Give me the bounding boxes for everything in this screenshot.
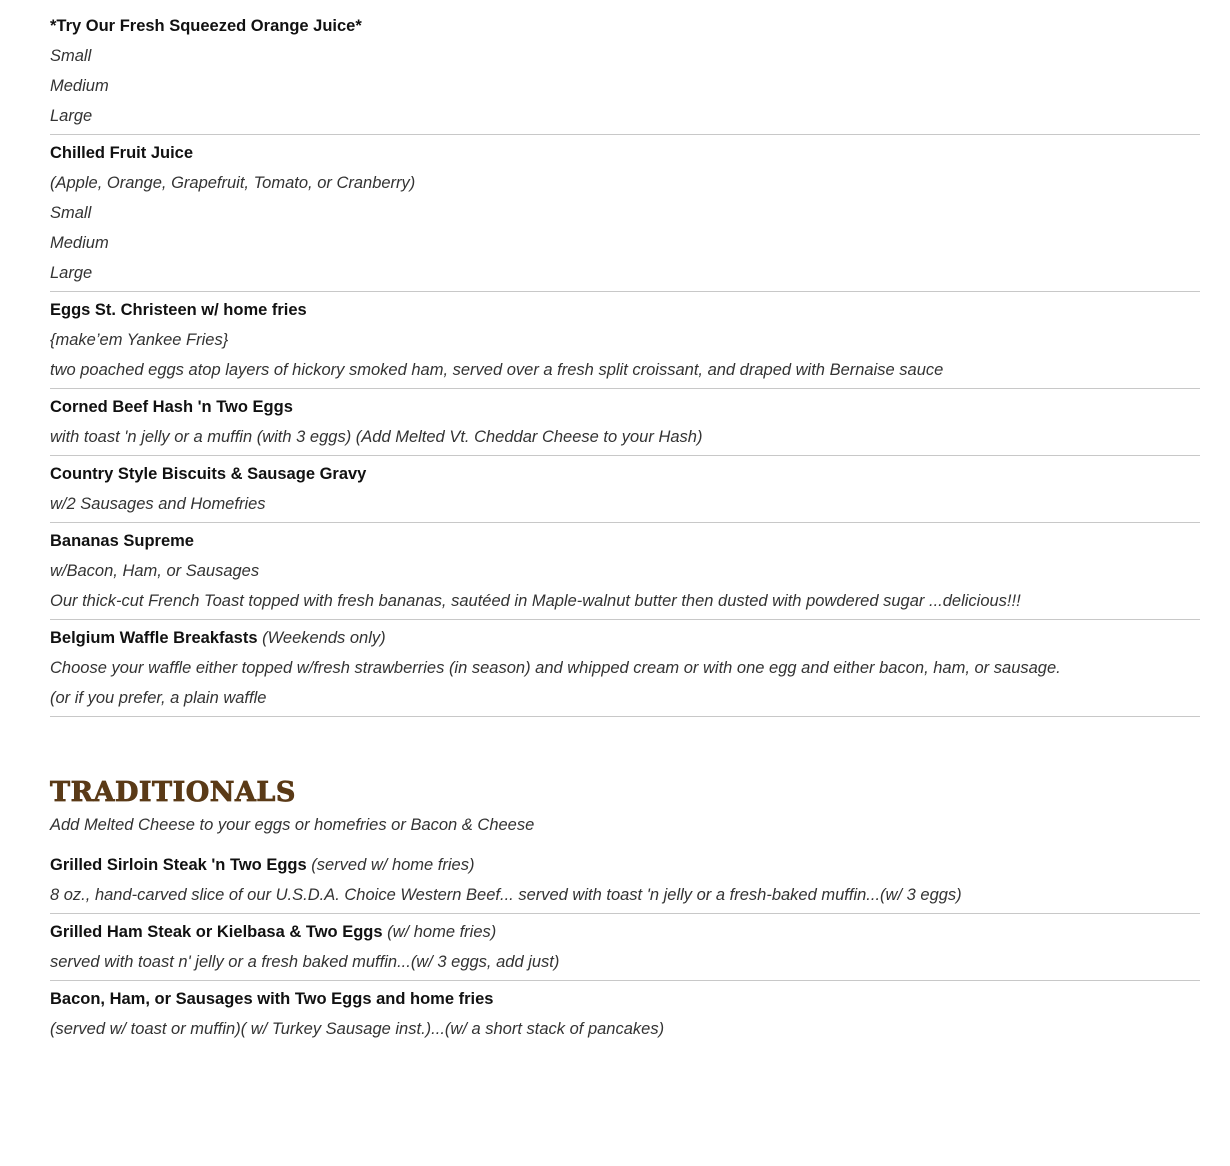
- menu-item-name: [50, 623, 1200, 653]
- menu-item-name: [50, 459, 1200, 489]
- menu-item: [50, 981, 1200, 1047]
- menu-item-description: {make’em Yankee Fries}: [50, 331, 229, 349]
- menu-item-title: Belgium Waffle Breakfasts: [50, 629, 258, 647]
- menu-item: [50, 847, 1200, 914]
- menu-item-note: (Weekends only): [262, 629, 386, 647]
- menu-item: [50, 523, 1200, 620]
- menu-item: [50, 456, 1200, 523]
- menu-item: [50, 135, 1200, 292]
- menu-item-title: Bananas Supreme: [50, 532, 194, 550]
- menu-item: [50, 8, 1200, 135]
- menu-item-description: w/Bacon, Ham, or Sausages: [50, 562, 260, 580]
- section-note: Add Melted Cheese to your eggs or homefries or Bacon & Cheese: [50, 816, 535, 834]
- menu-item-note: (w/ home fries): [387, 923, 497, 941]
- menu-item-description: Large: [50, 264, 93, 282]
- menu-item: [50, 914, 1200, 981]
- menu-item-description: Our thick-cut French Toast topped with fresh bananas, sautéed in Maple-walnut butter then dusted with powdered sugar ...delicious!!!: [50, 592, 1021, 610]
- menu-item: [50, 292, 1200, 389]
- menu-item-name: [50, 392, 1200, 422]
- menu-item-description: (served w/ toast or muffin)( w/ Turkey Sausage inst.)...(w/ a short stack of pancakes): [50, 1020, 665, 1038]
- menu-item-description: Medium: [50, 234, 109, 252]
- menu-item-title: *Try Our Fresh Squeezed Orange Juice*: [50, 17, 362, 35]
- menu-item-name: [50, 295, 1200, 325]
- menu-item-description: Small: [50, 204, 92, 222]
- menu-item-title: Country Style Biscuits & Sausage Gravy: [50, 465, 367, 483]
- menu-item-description: w/2 Sausages and Homefries: [50, 495, 266, 513]
- menu-item-name: [50, 526, 1200, 556]
- menu-item-note: (served w/ home fries): [311, 856, 475, 874]
- section-gap: [50, 717, 1200, 765]
- menu-item-description: (Apple, Orange, Grapefruit, Tomato, or Cranberry): [50, 174, 416, 192]
- menu-item-description: two poached eggs atop layers of hickory smoked ham, served over a fresh split croissant, and draped with Bernaise sauce: [50, 361, 944, 379]
- menu-item-title: Chilled Fruit Juice: [50, 144, 194, 162]
- section-title: TRADITIONALS: [50, 777, 296, 808]
- menu-item-description: Small: [50, 47, 92, 65]
- menu-item-name: [50, 850, 1200, 880]
- menu-item: [50, 620, 1200, 717]
- menu-item-name: [50, 138, 1200, 168]
- menu-item-title: Grilled Ham Steak or Kielbasa & Two Eggs: [50, 923, 383, 941]
- menu-item-description: 8 oz., hand-carved slice of our U.S.D.A. Choice Western Beef... served with toast 'n jelly or a fresh-baked muffin...(w/ 3 eggs): [50, 886, 962, 904]
- menu-item-description: with toast 'n jelly or a muffin (with 3 eggs) (Add Melted Vt. Cheddar Cheese to your Hash): [50, 428, 703, 446]
- menu-item-title: Grilled Sirloin Steak 'n Two Eggs: [50, 856, 307, 874]
- traditionals-list: [50, 847, 1200, 1047]
- menu-item-description: (or if you prefer, a plain waffle: [50, 689, 267, 707]
- menu-item-name: [50, 917, 1200, 947]
- menu-item-name: [50, 984, 1200, 1014]
- menu-item-description: Large: [50, 107, 93, 125]
- menu-item-description: Medium: [50, 77, 109, 95]
- menu-item-name: [50, 11, 1200, 41]
- menu-item-title: Corned Beef Hash 'n Two Eggs: [50, 398, 293, 416]
- menu-item-description: served with toast n' jelly or a fresh baked muffin...(w/ 3 eggs, add just): [50, 953, 560, 971]
- breakfast-list: [50, 8, 1200, 717]
- menu-item-title: Bacon, Ham, or Sausages with Two Eggs and home fries: [50, 990, 494, 1008]
- menu-item-title: Eggs St. Christeen w/ home fries: [50, 301, 307, 319]
- menu-item-description: Choose your waffle either topped w/fresh strawberries (in season) and whipped cream or with one egg and either bacon, ham, or sausage.: [50, 659, 1061, 677]
- menu-item: [50, 389, 1200, 456]
- menu: [50, 8, 1200, 1047]
